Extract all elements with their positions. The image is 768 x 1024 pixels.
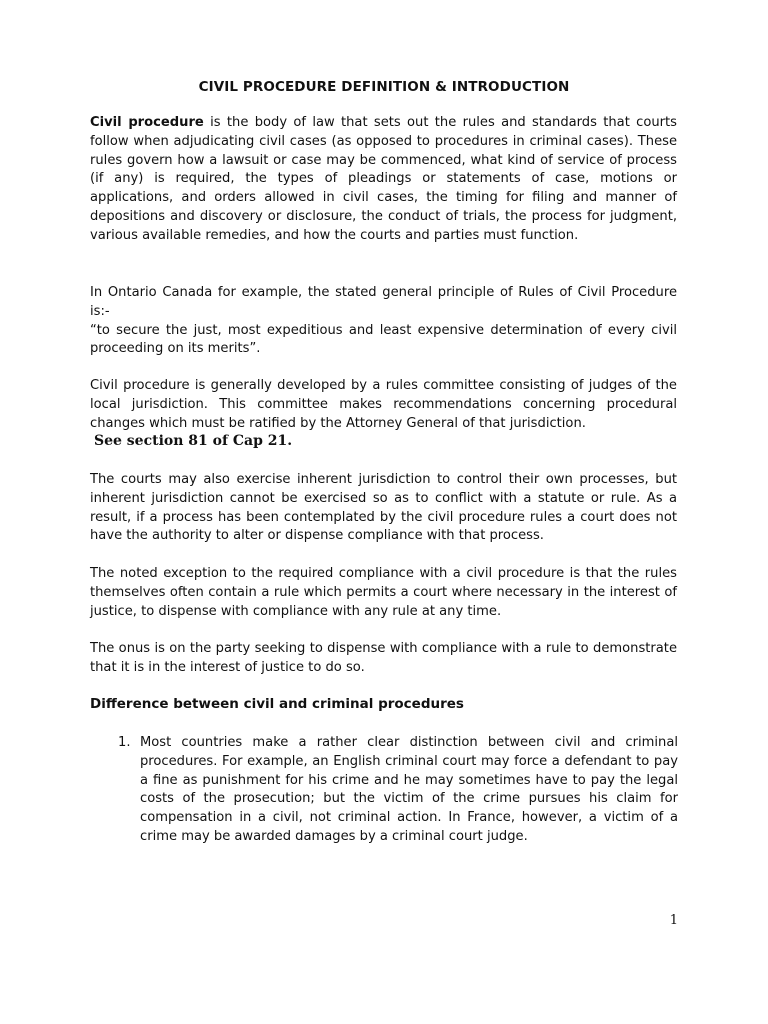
intro-paragraph bbox=[90, 114, 677, 246]
exception-paragraph: The noted exception to the required compliance with a civil procedure is that the rules themselves often contain a rule which permits a court where necessary in the interest of justice, to dispense with compliance with any rule at any time. bbox=[90, 566, 677, 619]
page-number: 1 bbox=[669, 913, 678, 928]
intro-text: is the body of law that sets out the rules and standards that courts follow when adjudicating civil cases (as opposed to procedures in criminal cases). These rules govern how a lawsuit or case may be commenced, what kind of service of process (if any) is required, the types of pleadings or statements of case, motions or applications, and orders allowed in civil cases, the timing for filing and manner of depositions and discovery or disclosure, the conduct of trials, the process for judgment, various available remedies, and how the courts and parties must function. bbox=[90, 115, 678, 243]
committee-paragraph: Civil procedure is generally developed by a rules committee consisting of judges of the local jurisdiction. This committee makes recommendations concerning procedural changes which must be ratified by the Attorney General of that jurisdiction. bbox=[90, 378, 677, 431]
inherent-jurisdiction-paragraph: The courts may also exercise inherent jurisdiction to control their own processes, but inherent jurisdiction cannot be exercised so as to conflict with a statute or rule. As a result, if a process has been contemplated by the civil procedure rules a court does not have the authority to alter or dispense compliance with that process. bbox=[90, 472, 677, 544]
ontario-quote: “to secure the just, most expeditious and least expensive determination of every civil proceeding on its merits”. bbox=[90, 322, 677, 357]
list-item-text: Most countries make a rather clear distinction between civil and criminal procedures. For example, an English criminal court may force a defendant to pay a fine as punishment for his crime and he may sometimes have to pay the legal costs of the prosecution; but the victim of the crime pursues his claim for compensation in a civil, not criminal action. In France, however, a victim of a crime may be awarded damages by a criminal court judge. bbox=[140, 735, 678, 844]
document-title: CIVIL PROCEDURE DEFINITION & INTRODUCTION bbox=[198, 79, 570, 95]
intro-term: Civil procedure bbox=[90, 115, 204, 130]
onus-paragraph: The onus is on the party seeking to dispense with compliance with a rule to demonstrate that it is in the interest of justice to do so. bbox=[90, 641, 677, 675]
see-section-note: See section 81 of Cap 21. bbox=[94, 433, 293, 449]
differences-list bbox=[118, 734, 678, 847]
list-item bbox=[118, 734, 678, 847]
ontario-lead: In Ontario Canada for example, the stated general principle of Rules of Civil Procedure is:- bbox=[90, 285, 677, 319]
section-heading-differences: Difference between civil and criminal procedures bbox=[90, 696, 464, 712]
ontario-paragraph bbox=[90, 284, 677, 359]
list-item-number: 1. bbox=[118, 735, 131, 750]
